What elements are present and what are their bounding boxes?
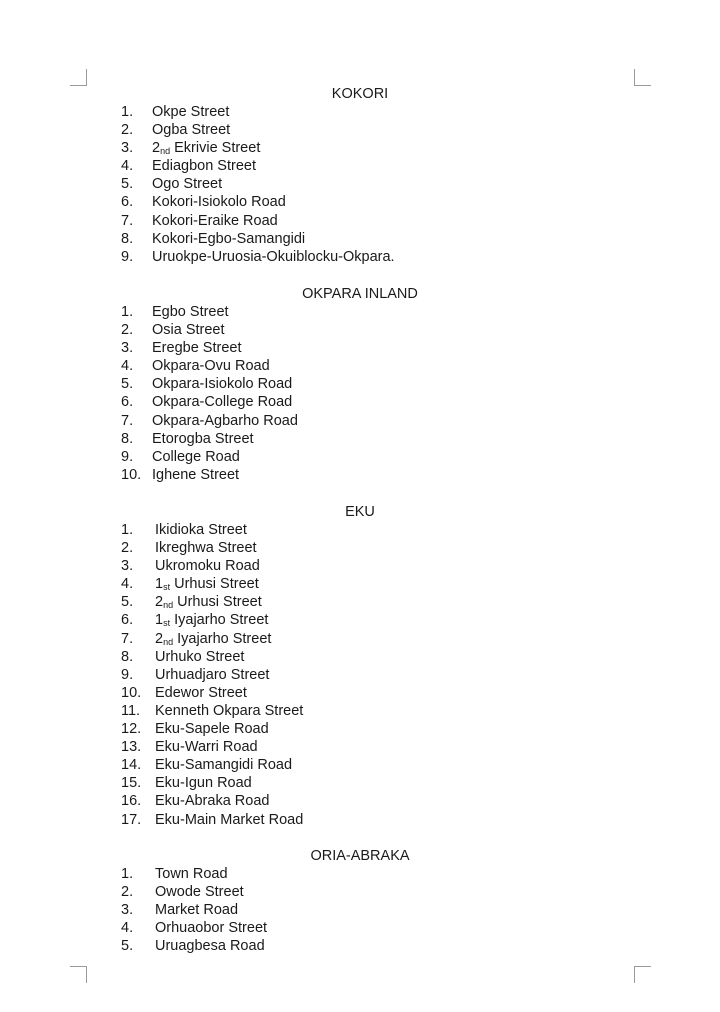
item-number: 6. <box>121 612 134 629</box>
list-item <box>0 774 720 792</box>
list-item <box>0 575 720 593</box>
item-number: 2. <box>121 540 134 557</box>
heading-text: EKU <box>345 504 375 520</box>
street-name <box>155 901 238 919</box>
street-name-text: Edewor Street <box>155 684 247 701</box>
street-name <box>155 883 244 901</box>
ordinal-suffix: st <box>163 582 171 593</box>
street-name-text: Okpe Street <box>152 104 230 120</box>
item-number: 16. <box>121 793 142 810</box>
section-heading <box>0 503 720 521</box>
item-number: 14. <box>121 757 142 774</box>
street-name-text: Eku-Samangidi Road <box>155 757 293 774</box>
street-name-text: Uruagbesa Road <box>155 938 265 955</box>
section-heading <box>0 847 720 865</box>
street-name-text: Town Road <box>155 866 228 882</box>
item-number: 6. <box>121 194 134 211</box>
list-item <box>0 175 720 193</box>
item-number: 5. <box>121 376 134 393</box>
item-number: 6. <box>121 394 134 411</box>
street-name-text: Okpara-College Road <box>152 394 293 411</box>
street-name-text: Ogo Street <box>152 176 223 193</box>
list-item <box>0 448 720 466</box>
list-item <box>0 121 720 139</box>
item-number: 7. <box>121 412 134 429</box>
item-number: 3. <box>121 902 134 919</box>
ordinal-suffix: nd <box>163 600 174 611</box>
street-name <box>152 248 395 266</box>
section-heading <box>0 85 720 103</box>
item-number: 5. <box>121 594 134 611</box>
ordinal-number: 2 <box>152 140 161 157</box>
list-item <box>0 720 720 738</box>
item-number: 4. <box>121 576 134 593</box>
street-name-text: Ekrivie Street <box>170 140 261 157</box>
street-name <box>155 937 265 955</box>
street-name-text: Kokori-Eraike Road <box>152 212 278 229</box>
ordinal-number: 1 <box>155 612 164 629</box>
street-name <box>155 684 247 702</box>
ordinal-number: 1 <box>155 576 164 593</box>
section-eku <box>0 503 720 829</box>
list-item <box>0 811 720 829</box>
street-name <box>152 121 230 139</box>
list-item <box>0 248 720 266</box>
street-name <box>155 521 247 539</box>
ordinal-suffix: nd <box>160 146 171 157</box>
street-name <box>155 575 259 594</box>
list-item <box>0 666 720 684</box>
street-name <box>155 666 269 684</box>
list-item <box>0 756 720 774</box>
street-name <box>155 738 258 756</box>
street-name-text: Okpara-Agbarho Road <box>152 412 298 429</box>
street-name-text: Egbo Street <box>152 304 229 320</box>
list-item <box>0 375 720 393</box>
page-corner-mark-top-left <box>70 69 87 86</box>
item-number: 9. <box>121 248 134 265</box>
street-name <box>155 539 257 557</box>
list-item <box>0 103 720 121</box>
item-number: 15. <box>121 775 142 792</box>
item-number: 4. <box>121 358 134 375</box>
street-name <box>155 865 228 883</box>
item-number: 2. <box>121 884 134 901</box>
street-name <box>152 393 292 411</box>
street-name <box>152 303 229 321</box>
section-oria-abraka <box>0 847 720 955</box>
street-name-text: Eku-Igun Road <box>155 775 252 792</box>
heading-text: OKPARA INLAND <box>302 286 418 302</box>
list-item <box>0 430 720 448</box>
street-name-text: College Road <box>152 448 240 465</box>
section-okpara-inland <box>0 285 720 484</box>
list-item <box>0 684 720 702</box>
list-item <box>0 393 720 411</box>
list-item <box>0 593 720 611</box>
street-name <box>152 193 286 211</box>
list-item <box>0 157 720 175</box>
street-name-text: Ikidioka Street <box>155 522 247 538</box>
heading-text: ORIA-ABRAKA <box>310 848 410 864</box>
street-name-text: Ikreghwa Street <box>155 540 257 557</box>
item-number: 1. <box>121 522 134 538</box>
street-name <box>155 792 269 810</box>
list-item <box>0 611 720 629</box>
item-number: 13. <box>121 739 142 756</box>
street-name-text: Iyajarho Street <box>173 630 272 647</box>
item-number: 8. <box>121 648 134 665</box>
street-name-text: Ogba Street <box>152 122 231 139</box>
item-number: 12. <box>121 721 142 738</box>
page-corner-mark-bottom-left <box>70 966 87 983</box>
item-number: 8. <box>121 230 134 247</box>
street-name <box>152 339 241 357</box>
heading-text: KOKORI <box>331 86 389 102</box>
street-name <box>155 919 267 937</box>
item-number: 5. <box>121 176 134 193</box>
item-number: 2. <box>121 122 134 139</box>
street-name-text: Iyajarho Street <box>170 612 269 629</box>
list-item <box>0 865 720 883</box>
street-name <box>155 648 244 666</box>
item-number: 10. <box>121 684 142 701</box>
street-name <box>155 557 260 575</box>
item-number: 10. <box>121 466 142 483</box>
ordinal-number: 2 <box>155 594 164 611</box>
street-name-text: Okpara-Isiokolo Road <box>152 376 293 393</box>
street-name <box>155 720 269 738</box>
street-name <box>155 702 303 720</box>
street-name-text: Owode Street <box>155 884 244 901</box>
street-name <box>155 630 271 649</box>
list-item <box>0 303 720 321</box>
item-number: 7. <box>121 630 134 647</box>
list-item <box>0 630 720 648</box>
list-item <box>0 738 720 756</box>
list-item <box>0 230 720 248</box>
street-name-text: Urhusi Street <box>173 594 262 611</box>
ordinal-suffix: nd <box>163 636 174 647</box>
street-name-text: Osia Street <box>152 322 225 339</box>
item-number: 9. <box>121 666 134 683</box>
street-name-text: Urhusi Street <box>170 576 259 593</box>
list-item <box>0 466 720 484</box>
street-name-text: Eku-Abraka Road <box>155 793 270 810</box>
street-name-text: Kokori-Isiokolo Road <box>152 194 286 211</box>
street-name-text: Ediagbon Street <box>152 158 256 175</box>
street-name-text: Etorogba Street <box>152 430 254 447</box>
list-item <box>0 193 720 211</box>
street-list <box>0 303 720 484</box>
item-number: 3. <box>121 140 134 157</box>
street-name <box>155 756 292 774</box>
list-item <box>0 139 720 157</box>
page-corner-mark-bottom-right <box>634 966 651 983</box>
item-number: 1. <box>121 304 134 320</box>
item-number: 9. <box>121 448 134 465</box>
street-name-text: Okpara-Ovu Road <box>152 358 270 375</box>
street-name-text: Orhuaobor Street <box>155 920 268 937</box>
street-name <box>152 412 298 430</box>
street-name <box>152 157 256 175</box>
list-item <box>0 321 720 339</box>
list-item <box>0 901 720 919</box>
street-list <box>0 521 720 829</box>
section-heading <box>0 285 720 303</box>
street-name <box>152 466 239 484</box>
section-kokori <box>0 85 720 266</box>
street-name-text: Urhuko Street <box>155 648 245 665</box>
street-name-text: Eku-Sapele Road <box>155 721 269 738</box>
street-name <box>152 139 260 158</box>
page-corner-mark-top-right <box>634 69 651 86</box>
list-item <box>0 702 720 720</box>
street-name <box>152 175 222 193</box>
item-number: 4. <box>121 920 134 937</box>
list-item <box>0 792 720 810</box>
list-item <box>0 539 720 557</box>
item-number: 7. <box>121 212 134 229</box>
street-name <box>152 375 292 393</box>
street-name-text: Eku-Warri Road <box>155 739 258 756</box>
list-item <box>0 412 720 430</box>
list-item <box>0 919 720 937</box>
street-name-text: Uruokpe-Uruosia-Okuiblocku-Okpara. <box>152 248 395 265</box>
item-number: 5. <box>121 938 134 955</box>
street-name <box>155 593 262 612</box>
list-item <box>0 557 720 575</box>
street-name-text: Ighene Street <box>152 466 240 483</box>
list-item <box>0 212 720 230</box>
street-name-text: Market Road <box>155 902 239 919</box>
street-name-text: Eregbe Street <box>152 340 242 357</box>
street-name <box>152 212 278 230</box>
item-number: 4. <box>121 158 134 175</box>
street-name-text: Kokori-Egbo-Samangidi <box>152 230 306 247</box>
item-number: 11. <box>121 702 141 719</box>
item-number: 1. <box>121 104 134 120</box>
list-item <box>0 339 720 357</box>
list-item <box>0 648 720 666</box>
street-name-text: Ukromoku Road <box>155 558 260 575</box>
ordinal-suffix: st <box>163 618 171 629</box>
item-number: 2. <box>121 322 134 339</box>
street-list <box>0 103 720 266</box>
street-name <box>152 357 270 375</box>
street-name <box>152 430 254 448</box>
street-name <box>155 774 252 792</box>
street-name <box>152 103 229 121</box>
list-item <box>0 883 720 901</box>
street-name <box>152 321 225 339</box>
list-item <box>0 357 720 375</box>
street-name-text: Urhuadjaro Street <box>155 666 270 683</box>
item-number: 1. <box>121 866 134 882</box>
street-name-text: Kenneth Okpara Street <box>155 702 304 719</box>
item-number: 3. <box>121 558 134 575</box>
list-item <box>0 937 720 955</box>
ordinal-number: 2 <box>155 630 164 647</box>
street-list <box>0 865 720 955</box>
item-number: 3. <box>121 340 134 357</box>
street-name <box>152 230 305 248</box>
item-number: 17. <box>121 811 142 828</box>
street-name <box>152 448 240 466</box>
street-name <box>155 611 268 630</box>
street-name-text: Eku-Main Market Road <box>155 811 304 828</box>
street-name <box>155 811 303 829</box>
list-item <box>0 521 720 539</box>
item-number: 8. <box>121 430 134 447</box>
